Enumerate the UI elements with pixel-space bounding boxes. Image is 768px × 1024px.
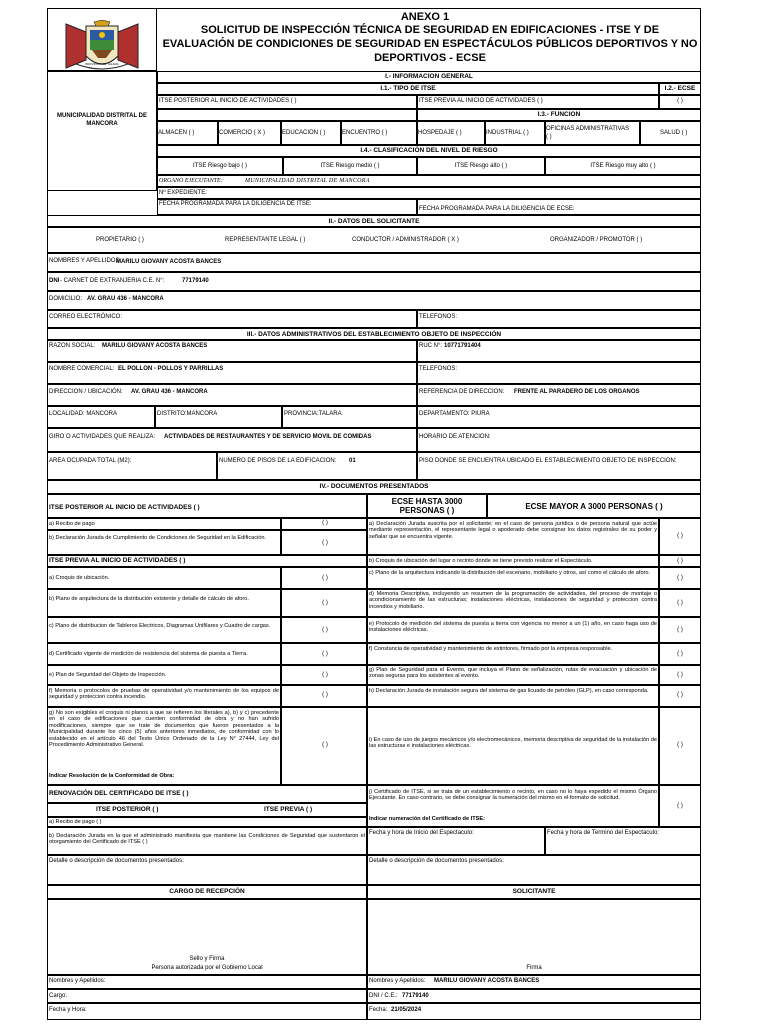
previa-c-paren[interactable]: ( ) xyxy=(322,627,328,633)
previa-e-paren[interactable]: ( ) xyxy=(322,672,328,678)
persona-autorizada-label: Persona autorizada por el Gobierno Local xyxy=(151,965,263,971)
numeracion-label: Indicar numeración del Certificado de ITSE: xyxy=(369,816,485,822)
pisos-value: 01 xyxy=(349,458,356,464)
cargo-recepcion-title: CARGO DE RECEPCIÓN xyxy=(169,888,245,895)
direccion-label: DIRECCION / UBICACIÓN: xyxy=(49,389,123,395)
firma-area xyxy=(367,899,701,975)
right-b: b) Croquis de ubicación del lugar o recinto donde se tiene previsto realizar el Espectáculo. xyxy=(369,558,593,564)
previa-d-paren[interactable]: ( ) xyxy=(322,651,328,657)
horario-label: HORARIO DE ATENCION: xyxy=(419,434,491,440)
organo-row xyxy=(157,175,701,187)
funcion-title: I.3.- FUNCION xyxy=(537,111,581,118)
section3-title: III.- DATOS ADMINISTRATIVOS DEL ESTABLECIMIENTO OBJETO DE INSPECCIÓN xyxy=(246,331,502,338)
domicilio-label: DOMICILIO: xyxy=(49,296,83,302)
func-encuentro-option[interactable]: ENCUENTRO ( ) xyxy=(342,130,388,136)
fecha-right-label: Fecha: xyxy=(369,1007,388,1013)
previa-f: f) Memoria o protocolos de pruebas de operatividad y/o mantenimiento de los equipos de seguridad y proteccion contra incendio. xyxy=(49,688,279,701)
func-educacion-option[interactable]: EDUCACION ( ) xyxy=(282,130,326,136)
nombres-value: MARILU GIOVANY ACOSTA BANCES xyxy=(116,259,222,265)
telefonos-est-cell xyxy=(417,362,701,384)
riesgo-bajo-option[interactable]: ITSE Riesgo bajo ( ) xyxy=(192,163,248,169)
func-comercio-option[interactable]: COMERCIO ( X ) xyxy=(219,130,265,136)
annex-label: ANEXO 1 xyxy=(400,11,450,23)
right-a-paren[interactable]: ( ) xyxy=(677,533,683,539)
right-h: h) Declaración Jurada de instalación segura del sistema de gas licuado de petróleo (GLP), en caso corresponda. xyxy=(369,688,649,694)
right-e-paren[interactable]: ( ) xyxy=(677,627,683,633)
nombres-label: NOMBRES Y APELLIDOS: xyxy=(49,258,122,264)
municipality-name-line-1: MUNICIPALIDAD DISTRITAL DE xyxy=(57,113,147,119)
nombres-right-label: Nombres y Apellidos: xyxy=(369,978,426,984)
nombre-comercial-value: EL POLLON - POLLOS Y PARRILLAS xyxy=(118,366,224,372)
form-title-line-3: DEPORTIVOS - ECSE xyxy=(374,52,486,64)
dni-caption: - CARNET DE EXTRANJERIA C.E. N°: xyxy=(60,278,165,284)
func-hospedaje-option[interactable]: HOSPEDAJE ( ) xyxy=(418,130,462,136)
section1-title: I.- INFORMACION GENERAL xyxy=(385,73,473,80)
municipal-crest-logo xyxy=(56,20,148,72)
referencia-label: REFERENCIA DE DIRECCION: xyxy=(419,389,505,395)
right-d-paren[interactable]: ( ) xyxy=(677,600,683,606)
func-industrial-option[interactable]: INDUSTRIAL ( ) xyxy=(486,130,529,136)
sello-area xyxy=(47,899,367,975)
previa-d: d) Certificado vigente de medición de resistencia del sistema de puesta a Tierra. xyxy=(49,651,248,657)
expediente-row xyxy=(157,187,701,199)
cargo-left-cell xyxy=(47,989,367,1003)
func-oficinas-paren[interactable]: ( ) xyxy=(546,134,552,140)
previa-c-cell xyxy=(47,617,281,643)
giro-value: ACTIVIDADES DE RESTAURANTES Y DE SERVICIO MOVIL DE COMIDAS xyxy=(164,434,372,440)
itse-previa-option[interactable]: ITSE PREVIA AL INICIO DE ACTIVIDADES ( ) xyxy=(419,98,543,104)
previa-g: g) No son exigibles el croquis ni planos a que se refieren los literales a), b) y c) precedente en el caso de edificaciones que cuenten conformidad de obra y no han sufrido modificaciones, siempre que se trate de documentos que fueron presentados a la Municipalidad durante los cinco (5) años anteriores inmediatos, de conformidad con lo establecido en el artículo 46 del Texto Único Ordenado de la Ley N° 27444, Ley del Procedimiento Administrativo General. xyxy=(49,710,279,749)
previa-b: b) Plano de arquitectura de la distribución existente y detalle de cálculo de aforo. xyxy=(49,596,249,602)
left-item-a: a) Recibo de pago xyxy=(49,521,95,527)
telefonos-cell xyxy=(417,310,701,328)
previa-e: e) Plan de Seguridad del Objeto de Inspección. xyxy=(49,672,167,678)
sello-label: Sello y Firma xyxy=(189,956,225,962)
dni-value: 77179140 xyxy=(182,278,209,284)
referencia-value: FRENTE AL PARADERO DE LOS ORGANOS xyxy=(514,389,640,395)
previa-f-paren[interactable]: ( ) xyxy=(322,692,328,698)
expediente-label: Nº EXPEDIENTE: xyxy=(159,190,207,196)
organizador-option[interactable]: ORGANIZADOR / PROMOTOR ( ) xyxy=(550,237,643,243)
organo-value: MUNICIPALIDAD DISTRITAL DE MANCORA xyxy=(245,178,370,184)
ecse-hasta-line-1[interactable]: ECSE HASTA 3000 xyxy=(391,497,463,506)
right-f: f) Constancia de operatividad y mantenimiento de extintores, firmado por la empresa responsable. xyxy=(369,646,613,652)
ruc-value: 10771791404 xyxy=(444,343,481,349)
ruc-label: RUC N°: xyxy=(419,343,443,349)
posterior-title[interactable]: ITSE POSTERIOR AL INICIO DE ACTIVIDADES ( ) xyxy=(49,504,200,511)
renovacion-title[interactable]: RENOVACIÓN DEL CERTIFICADO DE ITSE ( ) xyxy=(49,790,189,797)
form-title-line-1: SOLICITUD DE INSPECCIÓN TÉCNICA DE SEGURIDAD EN EDIFICACIONES - ITSE Y DE xyxy=(200,24,660,36)
razon-value: MARILU GIOVANY ACOSTA BANCES xyxy=(102,343,208,349)
departamento-label: DEPARTAMENTO: PIURA xyxy=(419,411,490,417)
nombres-right-value: MARILU GIOVANY ACOSTA BANCES xyxy=(434,978,540,984)
previa-a-paren[interactable]: ( ) xyxy=(322,575,328,581)
blank-cell xyxy=(157,109,417,121)
telefonos-est-label: TELEFONOS: xyxy=(419,366,458,372)
provincia-label: PROVINCIA:TALARA xyxy=(284,411,342,417)
fecha-termino-label: Fecha y hora de Termino del Espectaculo: xyxy=(547,830,659,836)
pisos-label: NUMERO DE PISOS DE LA EDIFICACION: xyxy=(219,458,337,464)
fecha-inicio-label: Fecha y hora de Inicio del Espectaculo: xyxy=(369,830,474,836)
area-cell xyxy=(47,452,217,480)
right-i: i) En caso de uso de juegos mecánicos y/o electromecánicos, memoria descriptiva de seguridad de la instalación de las estructuras e instalaciones eléctricas. xyxy=(369,737,657,750)
previa-c: c) Plano de distribucion de Tableros Electricos, Diagramas Unifilares y Cuadro de cargas. xyxy=(49,623,271,629)
right-j: j) Certificado de ITSE, si se trata de un establecimiento o recinto, en caso no lo haya expedido el mismo Órgano Ejecutante. En caso contrario, se debe consignar la numeración del mismo en el formato de solicitud. xyxy=(369,789,657,802)
piso-ubicado-label: PISO DONDE SE ENCUENTRA UBICADO EL ESTABLECIMIENTO OBJETO DE INSPECCION: xyxy=(419,458,677,464)
giro-label: GIRO O ACTIVIDADES QUE REALIZA: xyxy=(49,434,156,440)
func-salud-option[interactable]: SALUD ( ) xyxy=(660,130,688,136)
form-title-line-2: EVALUACIÓN DE CONDICIONES DE SEGURIDAD EN ESPECTÁCULOS PÚBLICOS DEPORTIVOS Y NO xyxy=(162,38,698,50)
domicilio-value: AV. GRAU 436 - MANCORA xyxy=(87,296,164,302)
solicitante-title: SOLICITANTE xyxy=(512,888,556,895)
right-h-paren[interactable]: ( ) xyxy=(677,692,683,698)
left-item-b: b) Declaración Jurada de Cumplimiento de Condiciones de Seguridad en la Edificación. xyxy=(49,535,267,541)
right-a: a) Declaración Jurada suscrita por el solicitante; en el caso de persona jurídica o de persona natural que actúe mediante representación, el representante legal o apoderado debe consignar los datos registrales de su poder y señalar que se encuentra vigente. xyxy=(369,521,657,540)
fecha-left-label: Fecha y Hora: xyxy=(49,1007,87,1013)
ecse-mayor-title[interactable]: ECSE MAYOR A 3000 PERSONAS ( ) xyxy=(525,502,663,511)
resolucion-label: Indicar Resolución de la Conformidad de Obra: xyxy=(49,773,175,779)
ecse-hasta-line-2[interactable]: PERSONAS ( ) xyxy=(399,506,455,515)
localidad-label: LOCALIDAD: MANCORA xyxy=(49,411,118,417)
telefonos-label: TELEFONOS: xyxy=(419,314,458,320)
func-oficinas-option[interactable]: OFICINAS ADMINISTRATIVAS xyxy=(546,126,630,132)
tipo-itse-title: I.1.- TIPO DE ITSE xyxy=(380,85,436,92)
piso-ubicado-cell xyxy=(417,452,701,480)
func-oficinas-cell[interactable] xyxy=(545,121,640,145)
dni-label: DNI xyxy=(49,278,60,284)
firma-label: Firma xyxy=(526,965,542,971)
previa-b-paren[interactable]: ( ) xyxy=(322,600,328,606)
itse-posterior-option[interactable]: ITSE POSTERIOR AL INICIO DE ACTIVIDADES ( ) xyxy=(159,98,297,104)
right-c-paren[interactable]: ( ) xyxy=(677,575,683,581)
distrito-label: DISTRITO:MANCORA xyxy=(157,411,218,417)
dni-right-label: DNI / C.E.: xyxy=(369,993,398,999)
detalle-right-label: Detalle o descripción de documentos presentados: xyxy=(369,858,504,864)
right-j-paren[interactable]: ( ) xyxy=(677,803,683,809)
previa-title[interactable]: ITSE PREVIA AL INICIO DE ACTIVIDADES ( ) xyxy=(49,557,186,564)
right-i-paren[interactable]: ( ) xyxy=(677,742,683,748)
func-almacen-option[interactable]: ALMACEN ( ) xyxy=(158,130,195,136)
previa-g-paren[interactable]: ( ) xyxy=(322,742,328,748)
conductor-option[interactable]: CONDUCTOR / ADMINISTRADOR ( X ) xyxy=(352,237,459,243)
right-g: g) Plan de Seguridad para el Evento, que incluya el Plano de señalización, rutas de evacuación y ubicación de zonas seguras para los asistentes al evento. xyxy=(369,667,657,680)
riesgo-medio-option[interactable]: ITSE Riesgo medio ( ) xyxy=(320,163,380,169)
right-f-paren[interactable]: ( ) xyxy=(677,651,683,657)
ren-b[interactable]: b) Declaración Jurada en la que el administrado manifiesta que mantiene las Condiciones de Seguridad que sustentaron el otorgamiento del Certificado de ITSE ( ) xyxy=(49,833,365,846)
dni-right-value: 77179140 xyxy=(402,993,429,999)
right-g-paren[interactable]: ( ) xyxy=(677,672,683,678)
razon-label: RAZON SOCIAL: xyxy=(49,343,96,349)
riesgo-alto-option[interactable]: ITSE Riesgo alto ( ) xyxy=(454,163,508,169)
fecha-left-cell xyxy=(47,1003,367,1020)
right-d: d) Memoria Descriptiva, incluyendo un resumen de la programación de actividades, del proceso de montaje o acondicionamiento de las estructuras; instalaciones eléctricas, instalaciones de seguridad y proteccion contra incendios y mobiliario. xyxy=(369,591,657,610)
riesgo-muy-alto-option[interactable]: ITSE Riesgo muy alto ( ) xyxy=(590,163,656,169)
ren-posterior-option[interactable]: ITSE POSTERIOR ( ) xyxy=(96,806,159,813)
fecha-itse-label: FECHA PROGRAMADA PARA LA DILIGENCIA DE ITSE: xyxy=(159,201,312,207)
right-c: c) Plano de la arquitectura indicando la distribución del escenario, mobiliario y otros, así como el cálculo de aforo. xyxy=(369,570,651,576)
previa-a: a) Croquis de ubicación. xyxy=(49,575,110,581)
propietario-option[interactable]: PROPIETARIO ( ) xyxy=(96,237,144,243)
fecha-right-value: 21/05/2024 xyxy=(391,1007,422,1013)
area-label: AREA OCUPADA TOTAL (M2): xyxy=(49,458,132,464)
cargo-left-label: Cargo: xyxy=(49,993,68,999)
correo-label: CORREO ELECTRÓNICO: xyxy=(49,314,123,320)
pisos-cell xyxy=(217,452,417,480)
direccion-value: AV. GRAU 436 - MANCORA xyxy=(131,389,208,395)
section4-title: IV.- DOCUMENTOS PRESENTADOS xyxy=(319,483,429,490)
section2-title: II.- DATOS DEL SOLICITANTE xyxy=(328,218,420,225)
right-b-paren[interactable]: ( ) xyxy=(677,558,683,564)
previa-b-cell xyxy=(47,589,281,617)
nombre-comercial-label: NOMBRE COMERCIAL: xyxy=(49,366,115,372)
detalle-left-label: Detalle o descripción de documentos presentados: xyxy=(49,858,184,864)
ecse-option[interactable]: ( ) xyxy=(677,98,683,104)
organo-label: ORGANO EJECUTANTE: xyxy=(159,178,223,184)
nombres-left-label: Nombres y Apellidos: xyxy=(49,978,106,984)
ren-a[interactable]: a) Recibo de pago ( ) xyxy=(49,819,102,825)
fecha-ecse-label: FECHA PROGRAMADA PARA LA DILIGENCIA DE ECSE: xyxy=(419,206,575,212)
clasificacion-title: I.4.- CLASIFICACIÓN DEL NIVEL DE RIESGO xyxy=(360,147,498,154)
ren-previa-option[interactable]: ITSE PREVIA ( ) xyxy=(264,806,313,813)
renovacion-types-row xyxy=(47,803,367,817)
left-item-b-paren[interactable]: ( ) xyxy=(322,540,328,546)
representante-option[interactable]: REPRESENTANTE LEGAL ( ) xyxy=(225,237,306,243)
right-e: e) Protocolo de medición del sistema de puesta a tierra con vigencia no menor a un (1) año, en caso haga uso de instalaciones eléctricas. xyxy=(369,621,657,634)
left-item-b-cell xyxy=(47,530,281,555)
municipality-name-line-2: MANCORA xyxy=(86,121,118,127)
left-item-a-paren[interactable]: ( ) xyxy=(322,520,328,526)
ecse-title: I.2.- ECSE xyxy=(664,85,696,92)
logo-text: PROVINCIA DE TALARA xyxy=(85,62,119,66)
municipality-cell xyxy=(47,71,157,191)
